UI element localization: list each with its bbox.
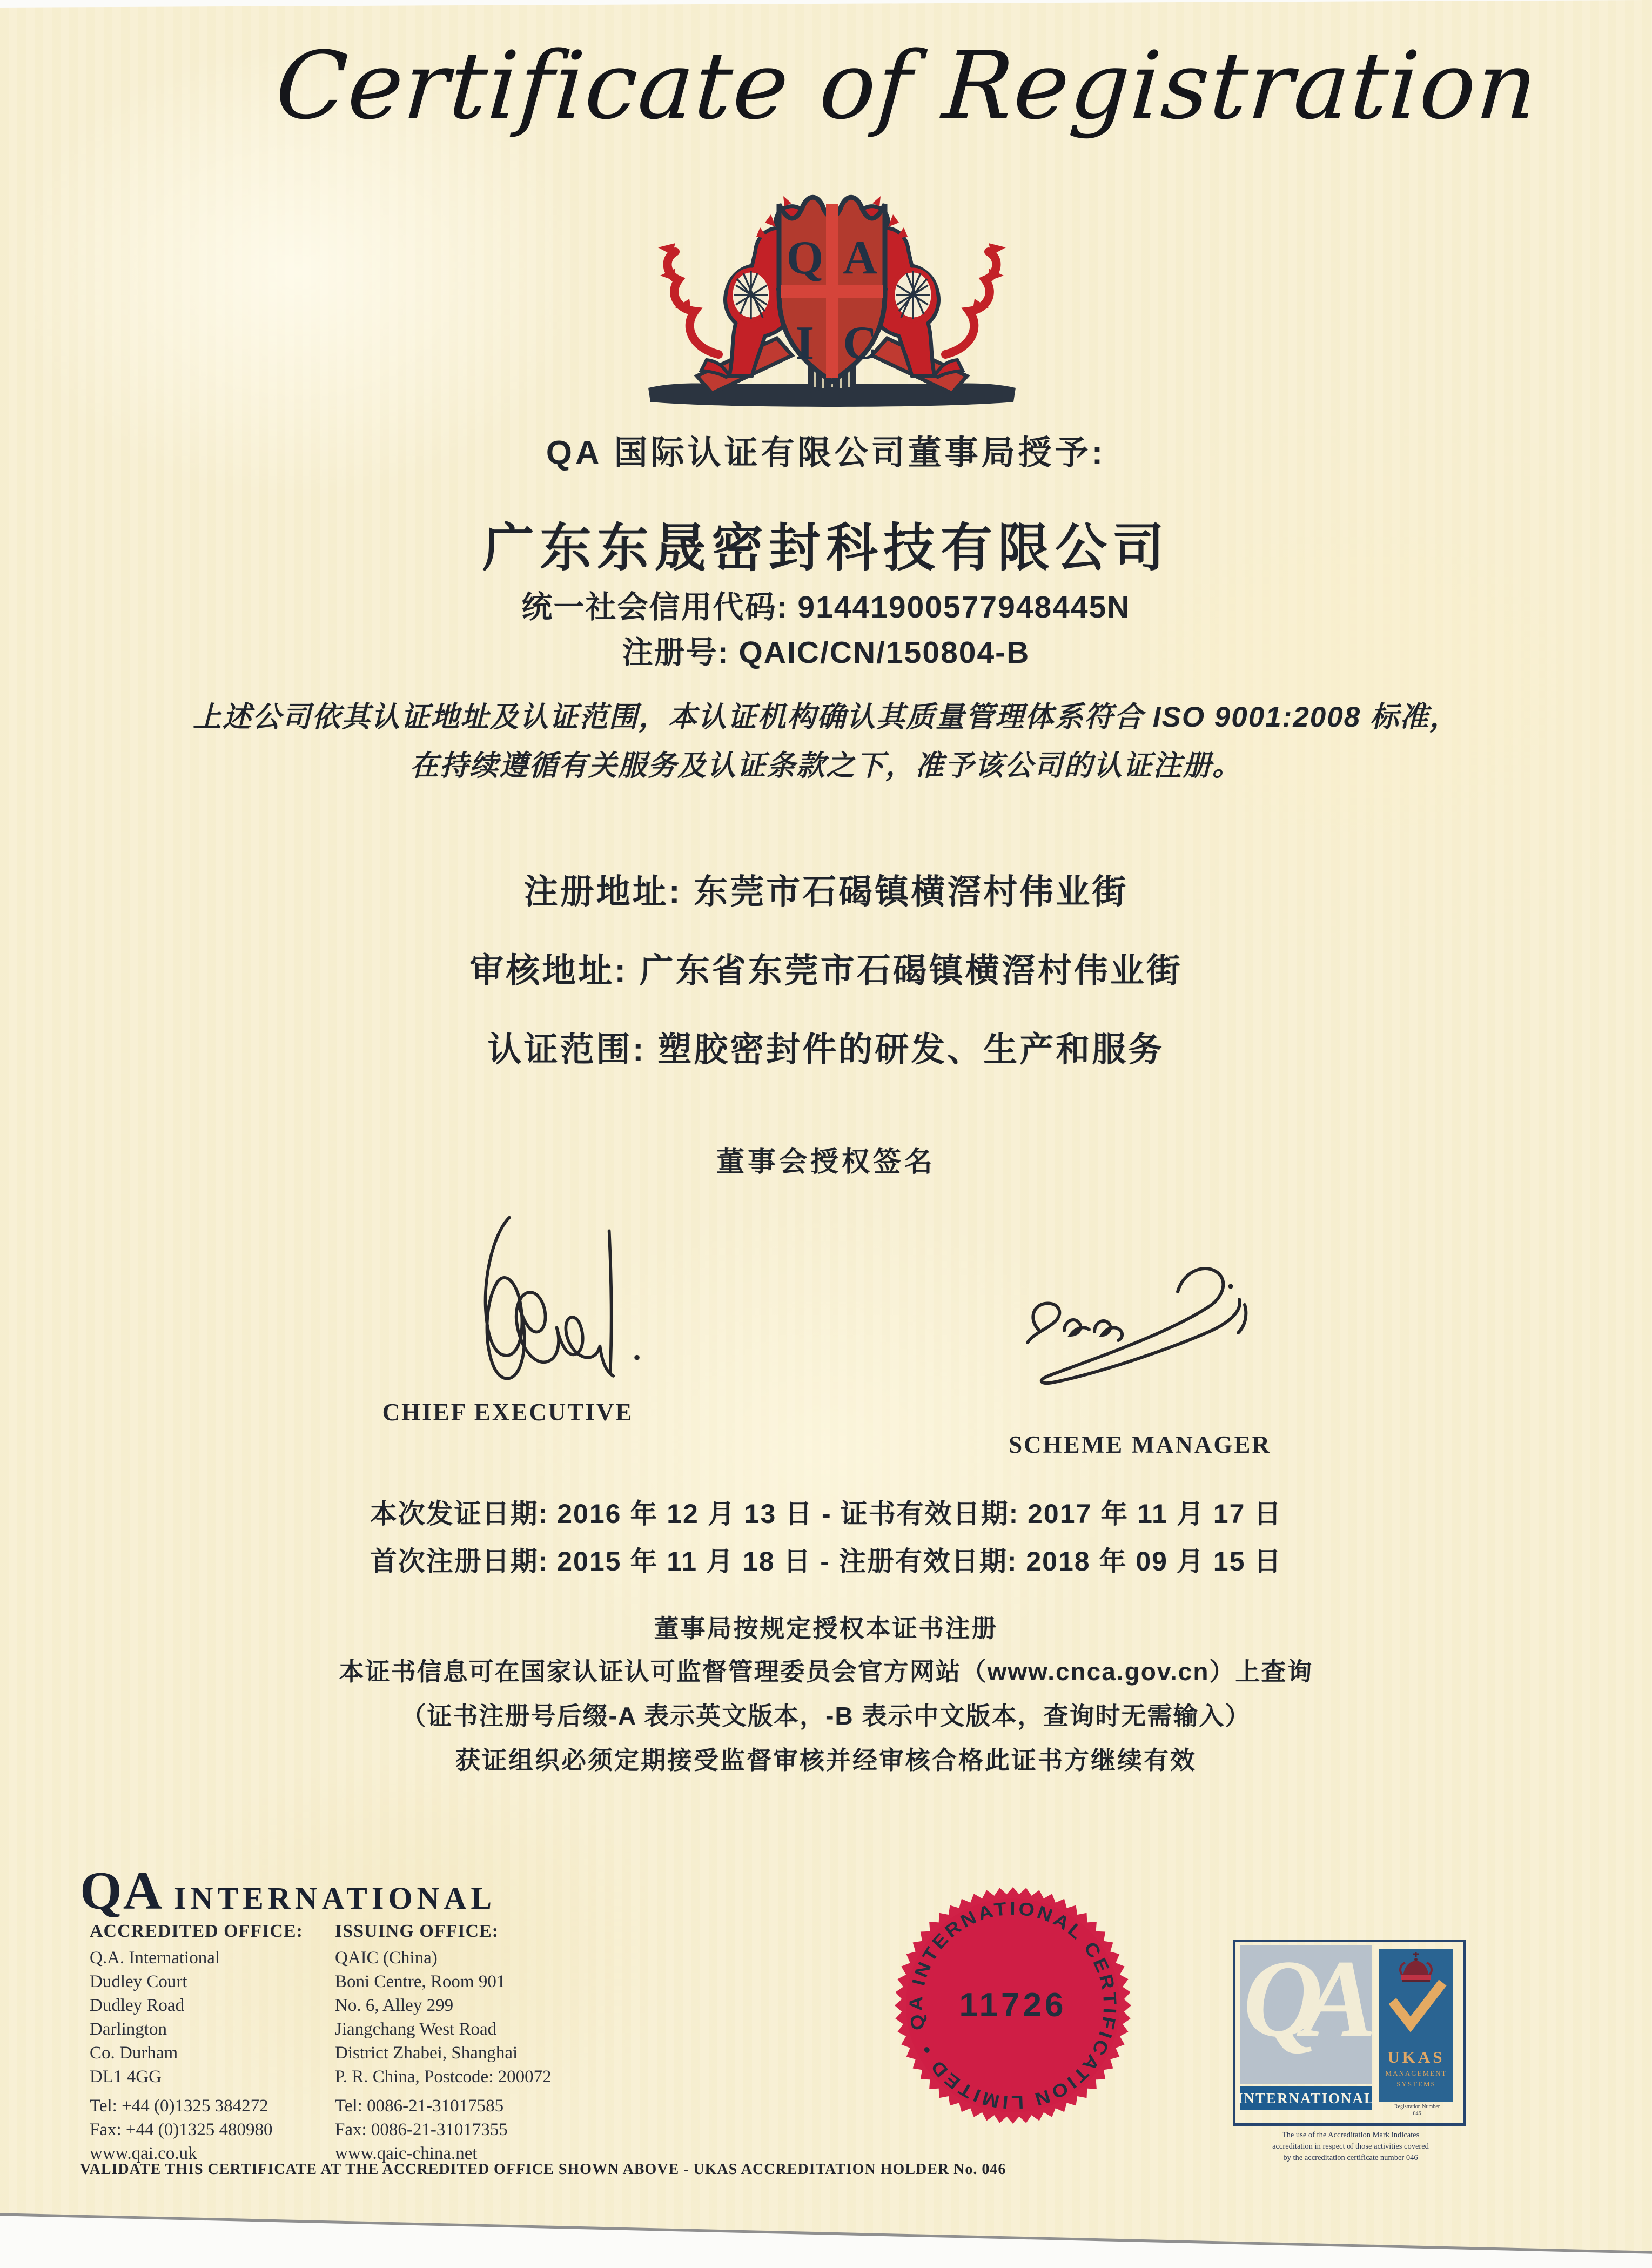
suffix-note-line: （证书注册号后缀-A 表示英文版本，-B 表示中文版本，查询时无需输入） (401, 1702, 1251, 1730)
international-bar (1237, 2086, 1375, 2110)
surveillance-note-line: 获证组织必须定期接受监督审核并经审核合格此证书方继续有效 (455, 1746, 1197, 1774)
accreditation-mark-note (1226, 2130, 1475, 2164)
international-bar-label: INTERNATIONAL (1237, 2090, 1375, 2106)
address-line: P. R. China, Postcode: 200072 (335, 2067, 552, 2086)
qa-monogram-letters: QA (1243, 1945, 1356, 2060)
issuing-office-contact (335, 2094, 508, 2165)
address-line: Dudley Court (90, 1972, 187, 1991)
chief-executive-label: CHIEF EXECUTIVE (382, 1399, 634, 1426)
tel-line: Tel: 0086-21-31017585 (335, 2096, 504, 2116)
crest-letter-i: I (795, 317, 815, 370)
seal-number: 11726 (959, 1987, 1067, 2024)
issue-date-line: 本次发证日期: 2016 年 12 月 13 日 - 证书有效日期: 2017 年 11 月 17 日 (370, 1499, 1282, 1529)
address-line: Co. Durham (90, 2043, 178, 2063)
validate-line: VALIDATE THIS CERTIFICATE AT THE ACCREDITED OFFICE SHOWN ABOVE - UKAS ACCREDITATION HOLDER No. 046 (80, 2161, 1006, 2178)
fax-line: Fax: +44 (0)1325 480980 (90, 2120, 273, 2139)
certification-statement-line2: 在持续遵循有关服务及认证条款之下，准予该公司的认证注册。 (410, 750, 1242, 782)
accredited-office-label: ACCREDITED OFFICE: (90, 1921, 303, 1941)
qa-heading-international: INTERNATIONAL (174, 1881, 496, 1916)
systems-label: SYSTEMS (1396, 2080, 1436, 2088)
unified-credit-code: 统一社会信用代码: 91441900577948445N (521, 590, 1131, 625)
certificate-title: Certificate of Registration (272, 31, 1542, 140)
accredited-office-contact (90, 2094, 273, 2165)
seal-ring-text: QA INTERNATIONAL CERTIFICATION LIMITED • (905, 1898, 1120, 2113)
address-line: Darlington (90, 2019, 167, 2039)
website: www.qai.co.uk (90, 2144, 197, 2163)
signature-heading: 董事会授权签名 (716, 1146, 936, 1178)
note-line: by the accreditation certificate number 046 (1283, 2153, 1418, 2162)
chief-executive-signature (427, 1202, 654, 1418)
address-line: Boni Centre, Room 901 (335, 1972, 506, 1991)
address-line: Dudley Road (90, 1996, 185, 2015)
ukas-registration-number (1374, 2103, 1460, 2117)
audit-address: 审核地址: 广东省东莞市石碣镇横滘村伟业街 (469, 952, 1183, 990)
board-authorization-line: 董事局按规定授权本证书注册 (654, 1614, 998, 1642)
certification-statement-line1: 上述公司依其认证地址及认证范围，本认证机构确认其质量管理体系符合 ISO 9001:2008 标准， (193, 701, 1459, 733)
note-line: accreditation in respect of those activities covered (1272, 2142, 1429, 2151)
ukas-label: UKAS (1387, 2048, 1445, 2066)
crest-letter-q: Q (786, 232, 824, 284)
ukas-crown-and-check (1379, 1949, 1453, 2043)
qaic-crest-logo (616, 173, 1048, 411)
qa-monogram (1240, 1945, 1372, 2084)
issuing-office-address (335, 1946, 552, 2089)
crest-letter-c: C (843, 317, 877, 370)
fax-line: Fax: 0086-21-31017355 (335, 2120, 508, 2139)
cnca-query-line: 本证书信息可在国家认证认可监督管理委员会官方网站（www.cnca.gov.cn）上查询 (339, 1658, 1313, 1686)
note-line: The use of the Accreditation Mark indicates (1281, 2131, 1420, 2139)
registered-address: 注册地址: 东莞市石碣镇横滘村伟业街 (523, 873, 1129, 911)
website: www.qaic-china.net (335, 2144, 478, 2163)
crown-icon (1400, 1952, 1432, 1982)
company-name: 广东东晟密封科技有限公司 (482, 519, 1170, 577)
management-label: MANAGEMENT (1385, 2069, 1447, 2077)
first-registration-line: 首次注册日期: 2015 年 11 月 18 日 - 注册有效日期: 2018 年 09 月 15 日 (370, 1546, 1282, 1576)
crest-letter-a: A (843, 232, 877, 284)
crest-plinth (648, 384, 1016, 407)
scheme-manager-label: SCHEME MANAGER (1009, 1431, 1271, 1458)
address-line: District Zhabei, Shanghai (335, 2043, 518, 2063)
certification-seal (894, 1887, 1132, 2124)
registration-number: 注册号: QAIC/CN/150804-B (622, 635, 1030, 670)
tel-line: Tel: +44 (0)1325 384272 (90, 2096, 268, 2116)
scheme-manager-signature (989, 1232, 1291, 1410)
certification-scope: 认证范围: 塑胶密封件的研发、生产和服务 (487, 1031, 1165, 1069)
check-icon (1395, 1987, 1440, 2024)
registration-number-label: Registration Number (1394, 2104, 1440, 2110)
address-line: No. 6, Alley 299 (335, 1996, 454, 2015)
address-line: Q.A. International (90, 1948, 220, 1968)
qa-international-heading (80, 1860, 496, 1922)
granted-by-line: QA 国际认证有限公司董事局授予: (546, 434, 1106, 472)
address-line: QAIC (China) (335, 1948, 438, 1968)
issuing-office-label: ISSUING OFFICE: (335, 1921, 499, 1941)
address-line: DL1 4GG (90, 2067, 162, 2086)
qa-heading-qa: QA (80, 1861, 163, 1921)
address-line: Jiangchang West Road (335, 2019, 497, 2039)
ukas-mark (1379, 1949, 1453, 2102)
accredited-office-address (90, 1946, 220, 2089)
registration-number-value: 046 (1413, 2111, 1421, 2117)
